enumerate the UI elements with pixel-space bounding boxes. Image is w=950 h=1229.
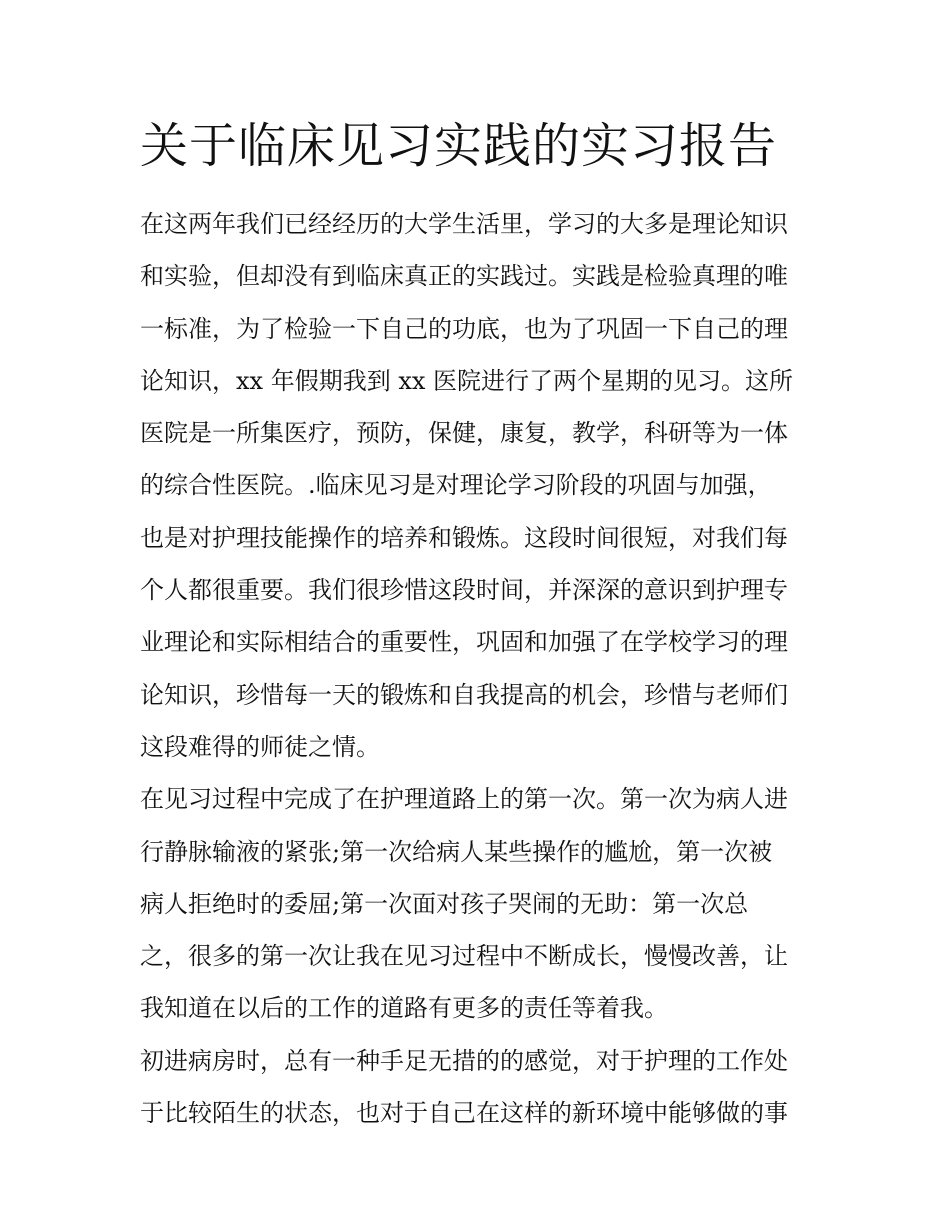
body-line: 我知道在以后的工作的道路有更多的责任等着我。 (140, 994, 668, 1023)
body-line: 之，很多的第一次让我在见习过程中不断成长，慢慢改善，让 (140, 942, 788, 971)
body-line: 这段难得的师徒之情。 (140, 732, 380, 761)
body-line: 初进病房时，总有一种手足无措的的感觉，对于护理的工作处 (140, 1046, 788, 1075)
body-line: 医院是一所集医疗，预防，保健，康复，教学，科研等为一体 (140, 419, 788, 448)
body-line: 的综合性医院。.临床见习是对理论学习阶段的巩固与加强， (140, 471, 772, 500)
body-line: 病人拒绝时的委屈;第一次面对孩子哭闹的无助：第一次总 (140, 889, 749, 918)
body-line: 一标准，为了检验一下自己的功底，也为了巩固一下自己的理 (140, 314, 788, 343)
body-line: 和实验，但却没有到临床真正的实践过。实践是检验真理的唯 (140, 262, 788, 291)
document-page (140, 110, 812, 1139)
body-line: 行静脉输液的紧张;第一次给病人某些操作的尴尬，第一次被 (140, 837, 773, 866)
body-line: 在这两年我们已经经历的大学生活里，学习的大多是理论知识 (140, 210, 788, 238)
body-line: 在见习过程中完成了在护理道路上的第一次。第一次为病人进 (140, 785, 788, 814)
document-title: 关于临床见习实践的实习报告 (140, 118, 778, 174)
body-line: 论知识，xx 年假期我到 xx 医院进行了两个星期的见习。这所 (140, 366, 794, 395)
document-body (140, 198, 812, 1139)
body-line: 业理论和实际相结合的重要性，巩固和加强了在学校学习的理 (140, 628, 788, 657)
body-line: 于比较陌生的状态，也对于自己在这样的新环境中能够做的事 (140, 1099, 788, 1128)
body-line: 也是对护理技能操作的培养和锻炼。这段时间很短，对我们每 (140, 523, 788, 552)
body-line: 论知识，珍惜每一天的锻炼和自我提高的机会，珍惜与老师们 (140, 680, 788, 709)
body-line: 个人都很重要。我们很珍惜这段时间，并深深的意识到护理专 (140, 576, 788, 605)
